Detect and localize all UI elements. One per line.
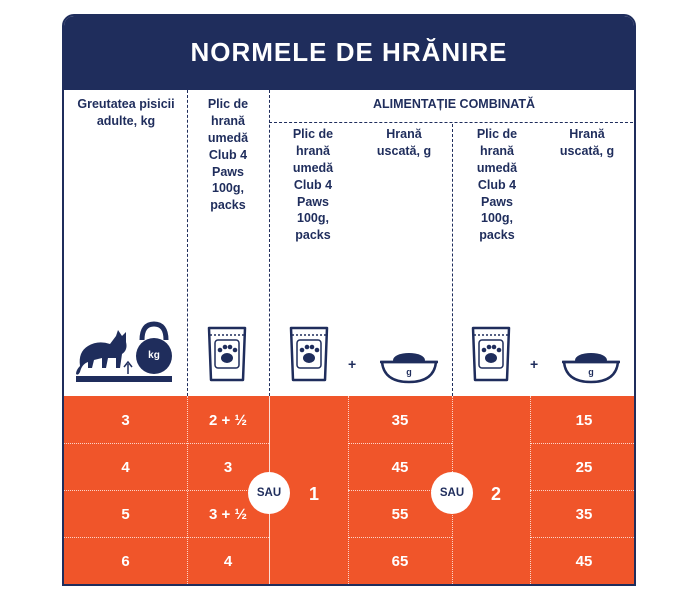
header-pouch: Plic de hrană umedă Club 4 Paws 100g, packs [207, 97, 249, 213]
header-combo1-pouch: Plic de hrană umedă Club 4 Paws 100g, packs [292, 127, 334, 243]
header-combo2-pouch: Plic de hrană umedă Club 4 Paws 100g, packs [476, 127, 518, 243]
header-weight: Greutatea pisicii adulte, kg [77, 97, 175, 128]
bowl-icon [560, 346, 622, 386]
bowl-label: g [588, 367, 594, 377]
header-combo2-dry: Hrană uscată, g [559, 127, 615, 158]
cell-pouch: 3 [223, 458, 233, 476]
cell-pouch: 3 + ½ [209, 505, 247, 523]
or-badge: SAU [248, 472, 290, 514]
cell-dry1: 35 [391, 411, 409, 429]
feeding-table [62, 14, 636, 586]
cell-weight: 3 [121, 411, 130, 429]
plus-sign: + [530, 356, 539, 372]
header-divider-2 [269, 90, 270, 396]
header-combined: ALIMENTAȚIE COMBINATĂ [372, 97, 536, 111]
cell-pouch: 2 + ½ [209, 411, 247, 429]
combo2-pouch-value: 2 [490, 483, 501, 504]
cell-weight: 5 [121, 505, 130, 523]
cell-dry2: 25 [575, 458, 593, 476]
or-badge: SAU [431, 472, 473, 514]
cell-dry2: 35 [575, 505, 593, 523]
bowl-icon [378, 346, 440, 386]
cell-dry1: 45 [391, 458, 409, 476]
cell-pouch: 4 [223, 552, 233, 570]
title-divider [64, 88, 634, 90]
header-divider-combined [269, 122, 636, 123]
header-combo1-dry: Hrană uscată, g [376, 127, 432, 158]
pouch-icon [206, 322, 248, 384]
cell-dry1: 55 [391, 505, 409, 523]
cell-dry1: 65 [391, 552, 409, 570]
bowl-label: g [406, 367, 412, 377]
table-title: NORMELE DE HRĂNIRE [64, 16, 634, 88]
plus-sign: + [348, 356, 357, 372]
cell-dry2: 45 [575, 552, 593, 570]
cell-weight: 4 [121, 458, 130, 476]
cell-dry2: 15 [575, 411, 593, 429]
cat-kettlebell-icon [72, 310, 180, 388]
pouch-icon [470, 322, 512, 384]
header-divider-3 [452, 124, 453, 396]
header-divider-1 [187, 90, 188, 396]
kettlebell-label: kg [148, 350, 160, 361]
pouch-icon [288, 322, 330, 384]
cell-weight: 6 [121, 552, 130, 570]
combo1-pouch-value: 1 [308, 483, 319, 504]
